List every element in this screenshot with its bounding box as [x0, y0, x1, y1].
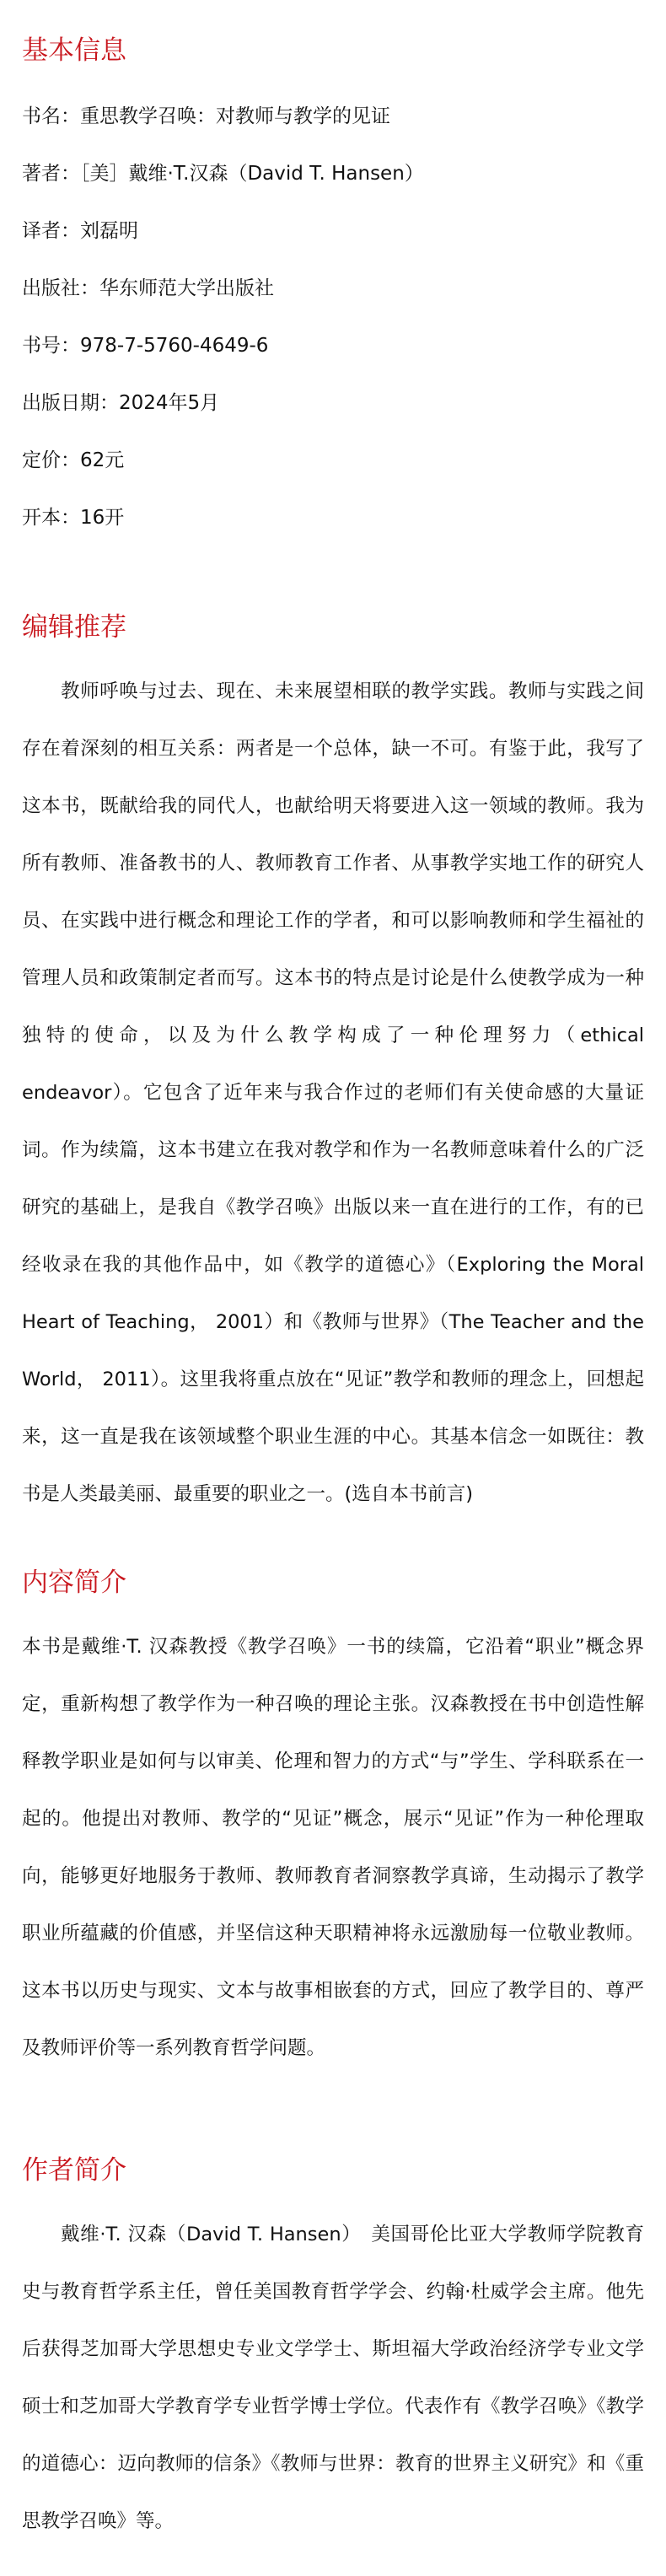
- author-intro-title: 作者简介: [22, 2155, 126, 2186]
- editor-recommendation-text: 教师呼唤与过去、现在、未来展望相联的教学实践。教师与实践之间存在着深刻的相互关系：两者是一个总体，缺一不可。有鉴于此，我写了这本书，既献给我的同代人，也献给明天将要进入这一领域的教师。我为所有教师、准备教书的人、教师教育工作者、从事教学实地工作的研究人员、在实践中进行概念和理论工作的学者，和可以影响教师和学生福祉的管理人员和政策制定者而写。这本书的特点是讨论是什么使教学成为一种独特的使命，以及为什么教学构成了一种伦理努力（ethical endeavor）。它包含了近年来与我合作过的老师们有关使命感的大量证词。作为续篇，这本书建立在我对教学和作为一名教师意味着什么的广泛研究的基础上，是我自《教学召唤》出版以来一直在进行的工作，有的已经收录在我的其他作品中，如《教学的道德心》（Exploring the Moral Heart of Teaching， 2001）和《教师与世界》（The Teacher and the World， 2011）。这里我将重点放在“见证”教学和教师的理念上，回想起来，这一直是我在该领域整个职业生涯的中心。其基本信念一如既往：教书是人类最美丽、最重要的职业之一。(选自本书前言): [22, 680, 644, 1505]
- publish-date-value: 2024年5月: [119, 392, 220, 414]
- isbn-label: 书号：: [22, 335, 80, 357]
- publish-date-row: [22, 374, 644, 432]
- content-summary-section: [22, 1564, 644, 2096]
- isbn-value: 978-7-5760-4649-6: [80, 335, 269, 357]
- price-row: [22, 432, 644, 489]
- book-title-value: 重思教学召唤：对教师与教学的见证: [80, 105, 390, 127]
- editor-recommendation-title: 编辑推荐: [22, 612, 126, 643]
- price-value: 62元: [80, 449, 125, 471]
- basic-info-section: [22, 32, 644, 546]
- isbn-row: [22, 317, 644, 374]
- format-label: 开本：: [22, 507, 80, 529]
- content-summary-text: 本书是戴维·T. 汉森教授《教学召唤》一书的续篇，它沿着“职业”概念界定，重新构想了教学作为一种召唤的理论主张。汉森教授在书中创造性解释教学职业是如何与以审美、伦理和智力的方式“与”学生、学科联系在一起的。他提出对教师、教学的“见证”概念，展示“见证”作为一种伦理取向，能够更好地服务于教师、教师教育者洞察教学真谛，生动揭示了教学职业所蕴藏的价值感，并坚信这种天职精神将永远激励每一位敬业教师。这本书以历史与现实、文本与故事相嵌套的方式，回应了教学目的、尊严及教师评价等一系列教育哲学问题。: [22, 1636, 644, 2059]
- author-row: [22, 145, 644, 202]
- format-row: [22, 489, 644, 546]
- publish-date-label: 出版日期：: [22, 392, 119, 414]
- basic-info-title: 基本信息: [22, 35, 126, 66]
- author-intro-text: 戴维·T. 汉森（David T. Hansen） 美国哥伦比亚大学教师学院教育史与教育哲学系主任，曾任美国教育哲学学会、约翰·杜威学会主席。他先后获得芝加哥大学思想史专业文学学士、斯坦福大学政治经济学专业文学硕士和芝加哥大学教育学专业哲学博士学位。代表作有《教学召唤》《教学的道德心：迈向教师的信条》《教师与世界：教育的世界主义研究》和《重思教学召唤》等。: [22, 2224, 644, 2532]
- content-summary-title: 内容简介: [22, 1568, 126, 1598]
- format-value: 16开: [80, 507, 125, 529]
- publisher-label: 出版社：: [22, 277, 99, 299]
- book-title-row: [22, 88, 644, 145]
- publisher-value: 华东师范大学出版社: [99, 277, 274, 299]
- basic-info-list: [22, 88, 644, 546]
- author-value: ［美］戴维·T.汉森（David T. Hansen）: [80, 163, 424, 185]
- translator-value: 刘磊明: [80, 220, 138, 242]
- author-label: 著者：: [22, 163, 80, 185]
- editor-recommendation-section: [22, 609, 644, 1542]
- translator-row: [22, 202, 644, 260]
- translator-label: 译者：: [22, 220, 80, 242]
- book-title-label: 书名：: [22, 105, 80, 127]
- price-label: 定价：: [22, 449, 80, 471]
- author-intro-section: [22, 2152, 644, 2569]
- publisher-row: [22, 260, 644, 317]
